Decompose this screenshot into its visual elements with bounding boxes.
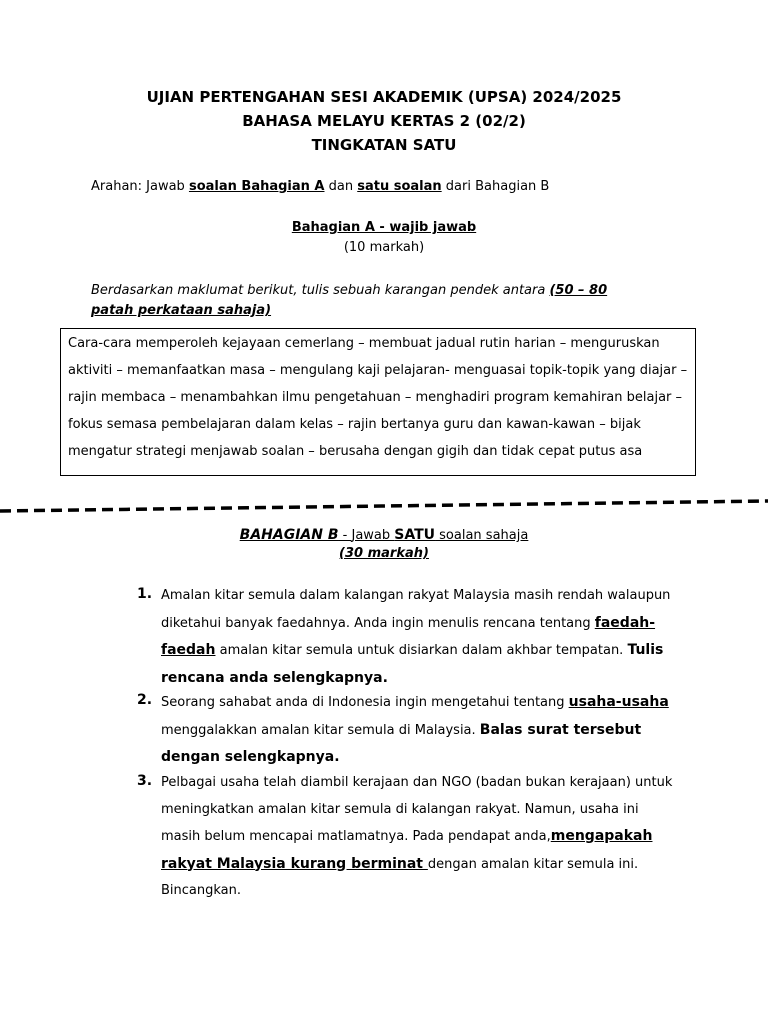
instruction-part-a: soalan Bahagian A bbox=[188, 179, 325, 194]
question-text: Pelbagai usaha telah diambil kerajaan dan NGO (badan bukan kerajaan) untuk meningkatkan amalan kitar semula di kalangan rakyat. Namun, usaha ini masih belum mencapai matlamatnya. Pada pendapat anda,mengapakah rakyat Malaysia kurang berminat dengan amalan kitar semula ini. Bincangkan. bbox=[161, 775, 673, 898]
question-task: Balas surat tersebut dengan selengkapnya. bbox=[161, 721, 642, 765]
question-keyword: usaha-usaha bbox=[568, 694, 669, 710]
section-a-marks: (10 markah) bbox=[343, 240, 425, 255]
question-number: 2. bbox=[137, 692, 153, 708]
exam-title: UJIAN PERTENGAHAN SESI AKADEMIK (UPSA) 2024/2025 bbox=[146, 88, 622, 106]
question-task: Tulis rencana anda selengkapnya. bbox=[161, 642, 664, 686]
question-number: 3. bbox=[137, 773, 153, 789]
paper-title: BAHASA MELAYU KERTAS 2 (02/2) bbox=[242, 112, 526, 130]
notes-box-text: Cara-cara memperoleh kejayaan cemerlang – membuat jadual rutin harian – menguruskan aktiviti – memanfaatkan masa – mengulang kaji pelajaran- menguasai topik-topik yang diajar – rajin membaca – menambahkan ilmu pengetahuan – menghadiri program kemahiran belajar – fokus semasa pembelajaran dalam kelas – rajin bertanya guru dan kawan-kawan – bijak mengatur strategi menjawab soalan – berusaha dengan gigih dan tidak cepat putus asa bbox=[68, 336, 688, 459]
section-a-prompt: Berdasarkan maklumat berikut, tulis sebuah karangan pendek antara (50 – 80 patah perkataan sahaja) bbox=[91, 283, 608, 318]
question-number: 1. bbox=[137, 586, 153, 602]
question-text: Amalan kitar semula dalam kalangan rakyat Malaysia masih rendah walaupun diketahui banyak faedahnya. Anda ingin menulis rencana tentang faedah-faedah amalan kitar semula untuk disiarkan dalam akhbar tempatan. Tulis rencana anda selengkapnya. bbox=[161, 588, 671, 686]
question-text: Seorang sahabat anda di Indonesia ingin mengetahui tentang usaha-usaha menggalakkan amalan kitar semula di Malaysia. Balas surat tersebut dengan selengkapnya. bbox=[161, 694, 669, 765]
instruction-part-b: satu soalan bbox=[357, 179, 442, 194]
word-count-range: (50 – 80 patah perkataan sahaja) bbox=[91, 283, 608, 318]
section-a-title: Bahagian A - wajib jawab bbox=[291, 220, 477, 235]
question-keyword: mengapakah rakyat Malaysia kurang berminat bbox=[161, 828, 653, 872]
question-keyword: faedah-faedah bbox=[161, 614, 656, 658]
instruction: Arahan: Jawab soalan Bahagian A dan satu soalan dari Bahagian B bbox=[91, 179, 550, 194]
section-b-marks: (30 markah) bbox=[339, 546, 429, 561]
form-level: TINGKATAN SATU bbox=[311, 136, 457, 154]
section-b-title: BAHAGIAN B - Jawab SATU soalan sahaja bbox=[239, 527, 529, 543]
section-divider bbox=[0, 497, 768, 517]
